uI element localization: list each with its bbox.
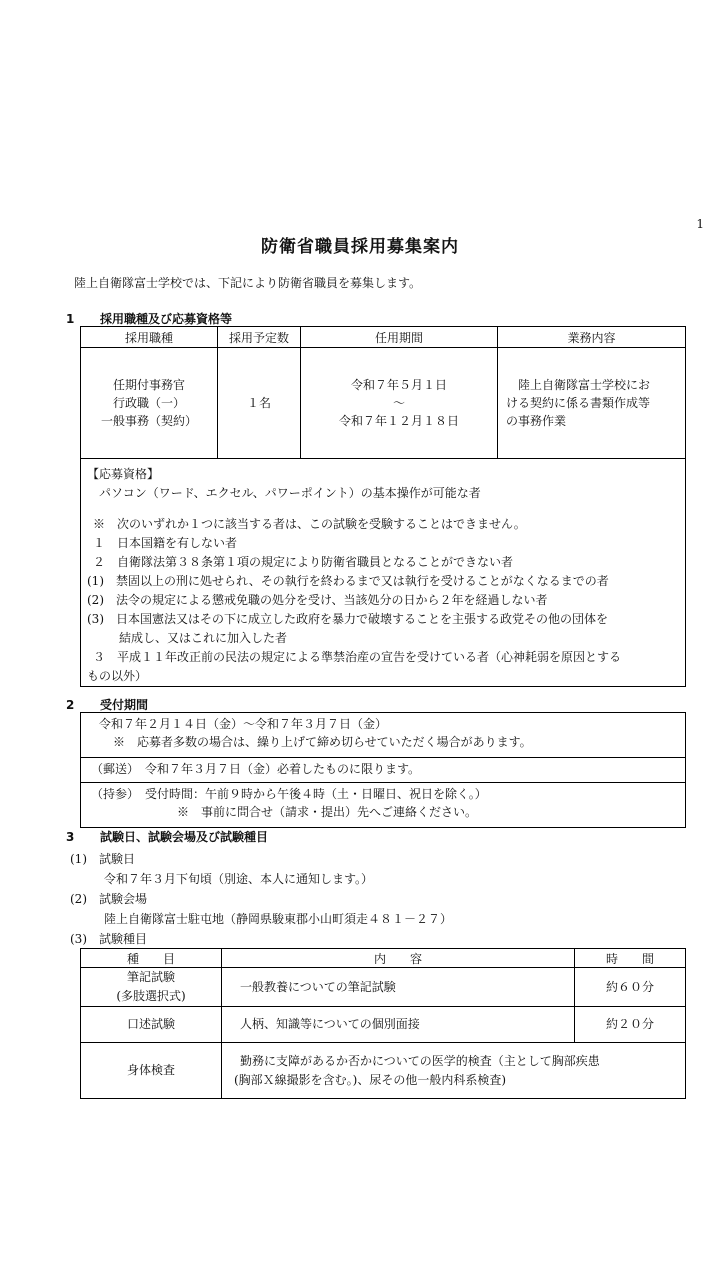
- exam-content: 一般教養についての筆記試験: [222, 968, 575, 1007]
- header-kind: 種 目: [81, 949, 222, 968]
- section2-heading: [66, 696, 148, 713]
- recruitment-header-row: [81, 327, 686, 348]
- exam-kind-cell: [81, 1007, 222, 1043]
- recruitment-row: [81, 348, 686, 459]
- header-job: 採用職種: [81, 327, 218, 348]
- reception-bring-cell: [81, 783, 686, 828]
- reception-table: [80, 712, 686, 828]
- exclusion-line: １ 日本国籍を有しない者: [93, 536, 238, 550]
- page-title: 防衛省職員採用募集案内: [261, 237, 459, 257]
- period-line: ～: [392, 396, 405, 410]
- exam-kind: 筆記試験: [126, 970, 175, 984]
- reception-bring-note: ※ 事前に問合せ（請求・提出）先へご連絡ください。: [177, 805, 478, 819]
- section1-title: 採用職種及び応募資格等: [100, 312, 233, 326]
- exam-content-line: (胸部Ｘ線撮影を含む。)、尿その他一般内科系検査): [234, 1072, 507, 1087]
- count-cell: １名: [218, 348, 301, 459]
- exclusion-line: (3) 日本国憲法又はその下に成立した政府を暴力で破壊することを主張する政党その他の団体を: [87, 612, 609, 626]
- exam-kind-cell: [81, 1043, 222, 1099]
- reception-row: [81, 758, 686, 783]
- header-period: 任用期間: [301, 327, 498, 348]
- section2-title: 受付期間: [100, 698, 149, 712]
- section2-number: 2: [66, 698, 75, 712]
- exam-time: 約６０分: [575, 968, 686, 1007]
- job-line: 行政職（一）: [112, 396, 185, 410]
- exam-content: 人柄、知識等についての個別面接: [222, 1007, 575, 1043]
- exam-time: 約２０分: [575, 1007, 686, 1043]
- section3-heading: [66, 828, 268, 845]
- duty-line: の事務作業: [506, 414, 567, 428]
- reception-row: [81, 783, 686, 828]
- period-line: 令和７年５月１日: [350, 378, 447, 392]
- qualification-text: パソコン（ワード、エクセル、パワーポイント）の基本操作が可能な者: [99, 486, 481, 500]
- exam-row: [81, 1043, 686, 1099]
- period-cell: [301, 348, 498, 459]
- exam-kind: 口述試験: [126, 1017, 175, 1031]
- reception-period: 令和７年２月１４日（金）～令和７年３月７日（金）: [99, 717, 388, 731]
- job-cell: [81, 348, 218, 459]
- exclusion-line: もの以外）: [87, 669, 148, 683]
- job-line: 任期付事務官: [112, 378, 185, 392]
- exam-kind: 身体検査: [126, 1063, 175, 1077]
- duty-line: 陸上自衛隊富士学校にお: [518, 378, 651, 392]
- reception-row: [81, 713, 686, 758]
- page-number: 1: [696, 217, 704, 231]
- exclusion-line: ※ 次のいずれか１つに該当する者は、この試験を受験することはできません。: [93, 517, 526, 531]
- header-content: 内 容: [222, 949, 575, 968]
- exam-date-text: 令和７年３月下旬頃（別途、本人に通知します。）: [104, 872, 374, 886]
- exam-kind-cell: [81, 968, 222, 1007]
- exam-row: [81, 968, 686, 1007]
- qualification-row: [81, 459, 686, 687]
- header-time: 時 間: [575, 949, 686, 968]
- exam-items-table: [80, 948, 686, 1099]
- duty-cell: [498, 348, 686, 459]
- exam-content: [222, 1043, 686, 1099]
- exam-content-line: 勤務に支障があるか否かについての医学的検査（主として胸部疾患: [240, 1053, 600, 1068]
- reception-period-cell: [81, 713, 686, 758]
- section3-title: 試験日、試験会場及び試験種目: [100, 830, 269, 844]
- qualification-box: [81, 459, 686, 687]
- exam-kind-sub: (多肢選択式): [116, 989, 186, 1003]
- section1-number: 1: [66, 312, 75, 326]
- exam-row: [81, 1007, 686, 1043]
- reception-bring: （持参） 受付時間：午前９時から午後４時（土・日曜日、祝日を除く。）: [91, 787, 487, 801]
- reception-note: ※ 応募者多数の場合は、繰り上げて締め切らせていただく場合があります。: [113, 735, 532, 749]
- section3-number: 3: [66, 830, 75, 844]
- exclusion-line: ３ 平成１１年改正前の民法の規定による準禁治産の宣告を受けている者（心神耗弱を原因とする: [93, 650, 622, 664]
- exclusion-line: 結成し、又はこれに加入した者: [95, 631, 288, 645]
- intro-text: 陸上自衛隊富士学校では、下記により防衛省職員を募集します。: [74, 276, 422, 290]
- exam-date-label: (1) 試験日: [70, 852, 135, 866]
- exam-items-label: (3) 試験種目: [70, 932, 147, 946]
- job-line: 一般事務（契約）: [100, 414, 197, 428]
- period-line: 令和７年１２月１８日: [338, 414, 459, 428]
- exam-header-row: [81, 949, 686, 968]
- recruitment-table: [80, 326, 686, 687]
- exclusion-line: ２ 自衛隊法第３８条第１項の規定により防衛省職員となることができない者: [93, 555, 514, 569]
- exam-venue-label: (2) 試験会場: [70, 892, 147, 906]
- reception-mail: （郵送） 令和７年３月７日（金）必着したものに限ります。: [81, 758, 686, 783]
- exclusion-line: (2) 法令の規定による懲戒免職の処分を受け、当該処分の日から２年を経過しない者: [87, 593, 548, 607]
- exclusion-line: (1) 禁固以上の刑に処せられ、その執行を終わるまで又は執行を受けることがなくなるまでの者: [87, 574, 609, 588]
- section1-heading: [66, 310, 232, 327]
- header-count: 採用予定数: [218, 327, 301, 348]
- exam-venue-text: 陸上自衛隊富士駐屯地（静岡県駿東郡小山町須走４８１－２７）: [104, 912, 453, 926]
- header-duty: 業務内容: [498, 327, 686, 348]
- duty-line: ける契約に係る書類作成等: [506, 396, 651, 410]
- qualification-heading: 【応募資格】: [87, 467, 160, 481]
